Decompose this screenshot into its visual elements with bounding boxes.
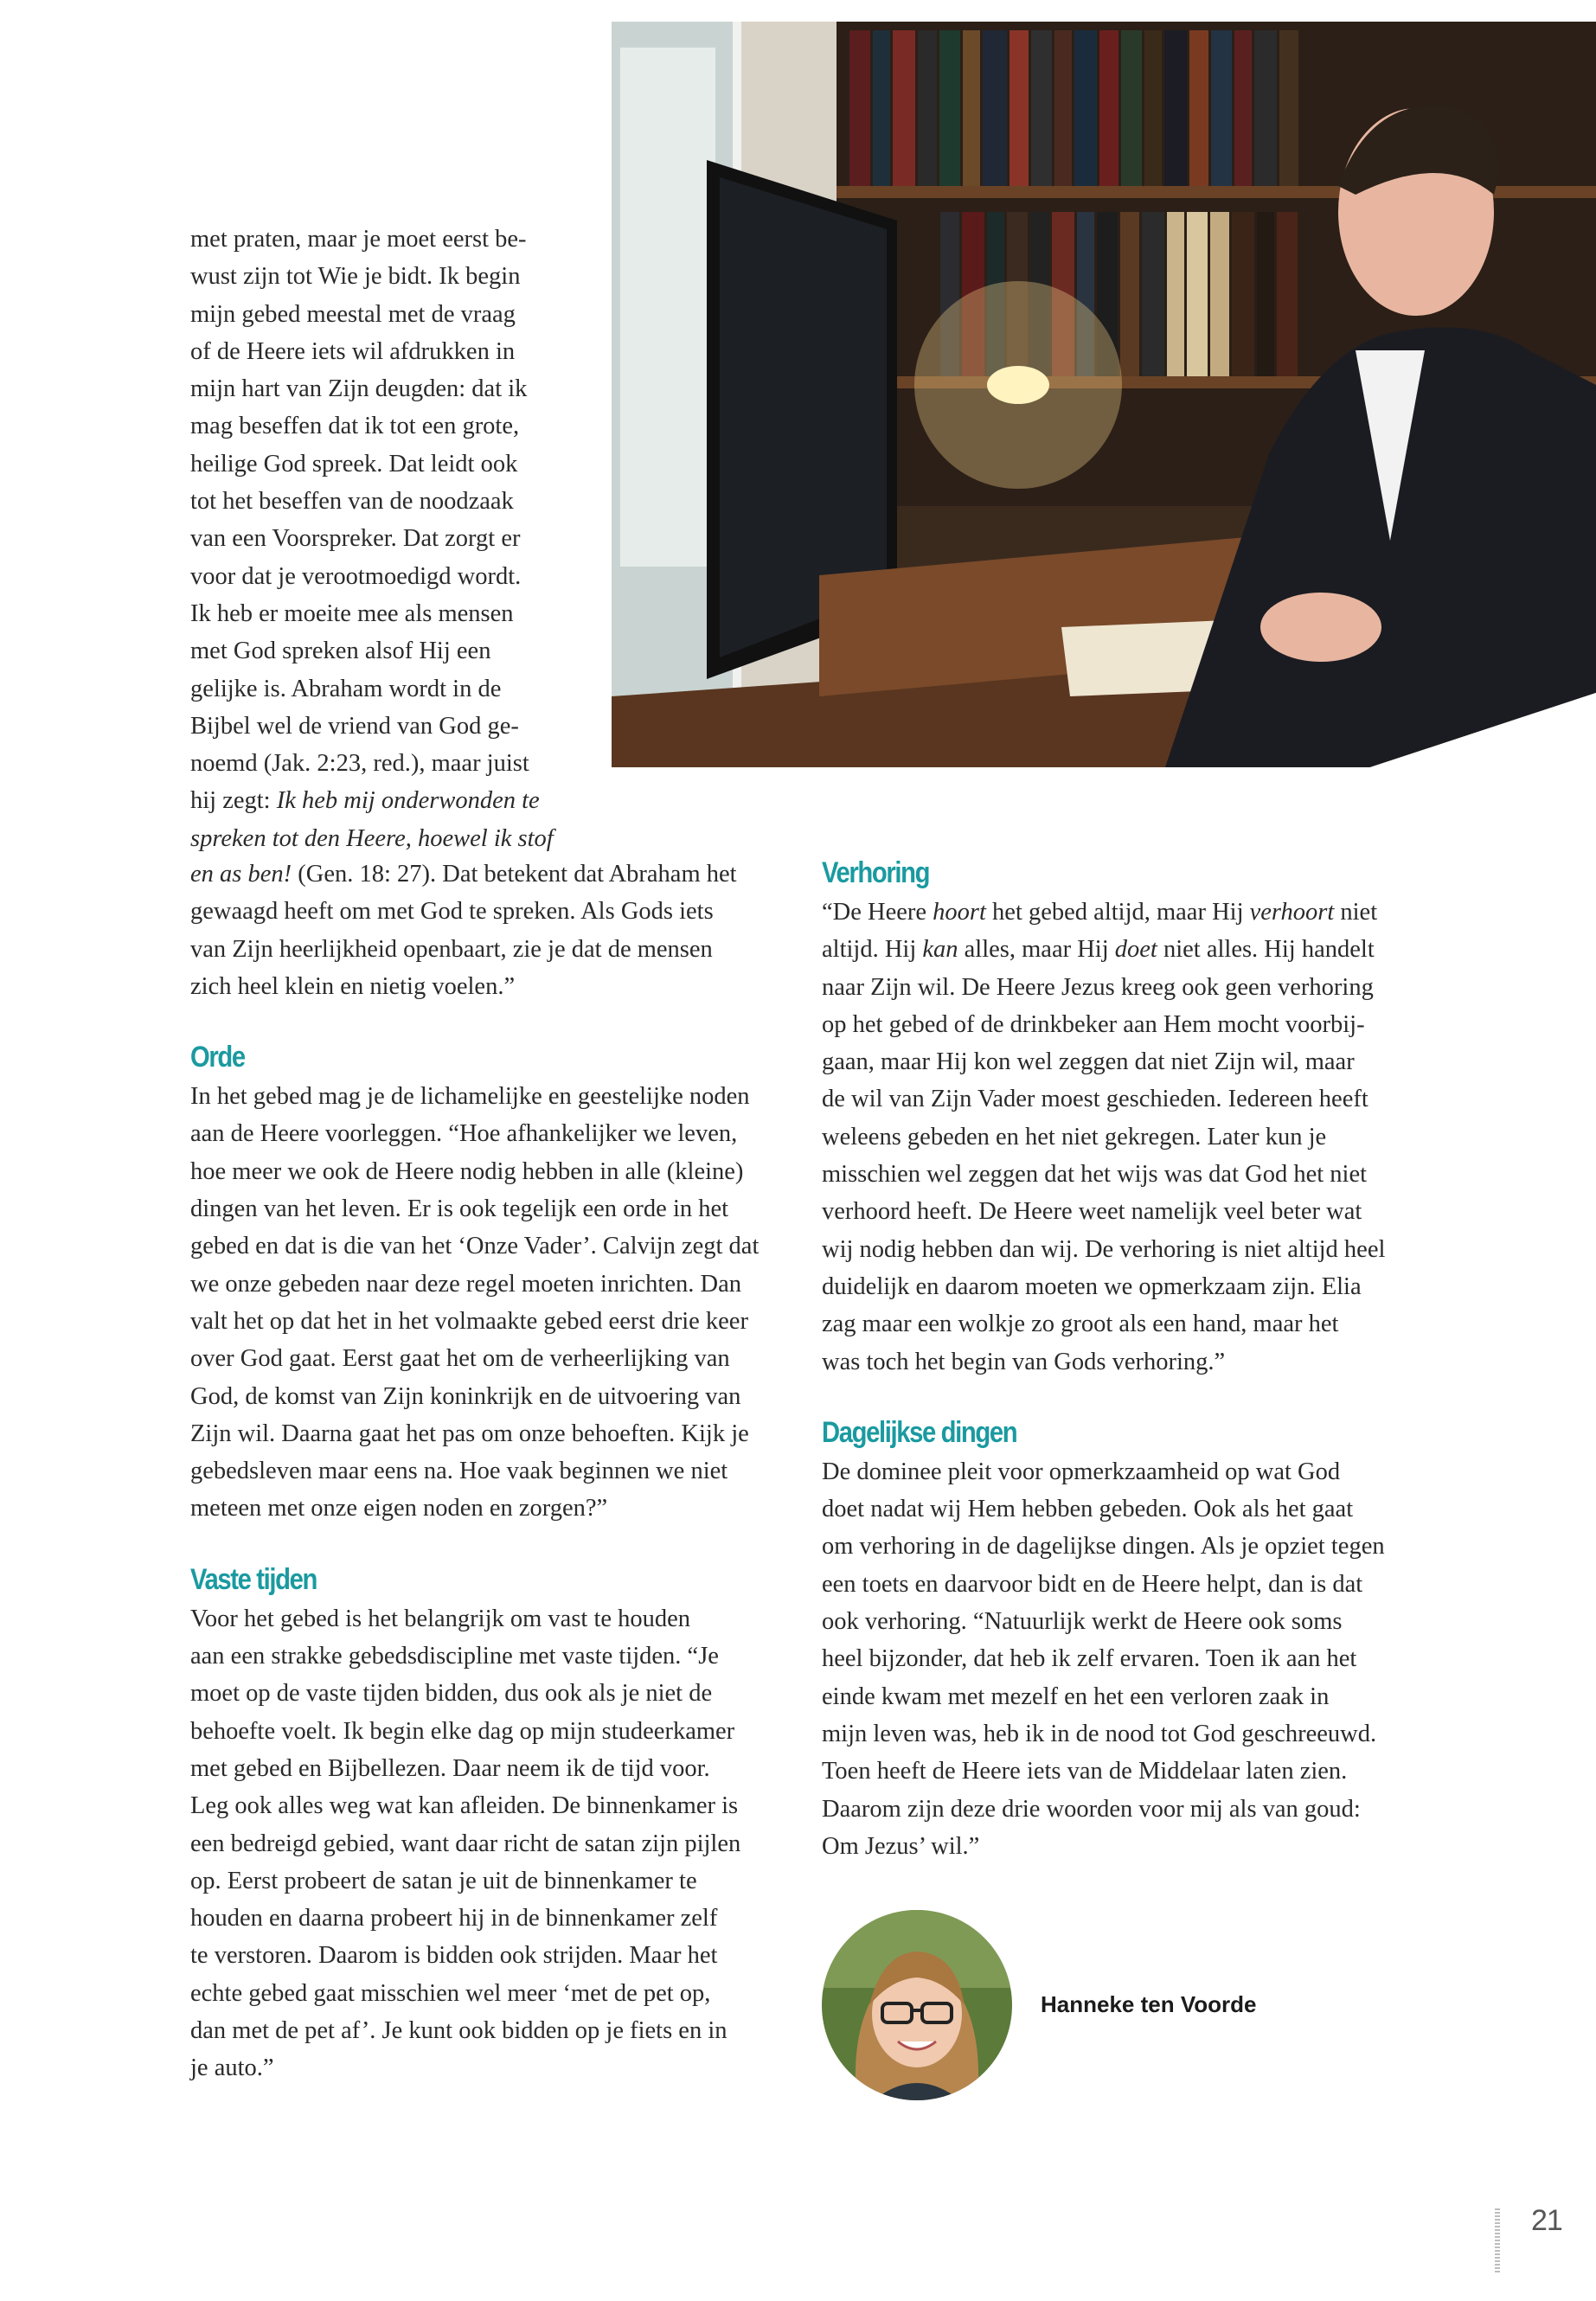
text-span: (Gen. 18: 27). Dat betekent dat Abraham het — [292, 861, 737, 888]
text-line: mag beseffen dat ik tot een grote, — [190, 413, 520, 440]
text-line: misschien wel zeggen dat het wijs was dat God het niet — [822, 1161, 1368, 1189]
photo-minister-at-desk-icon — [612, 22, 1596, 767]
text-line: of de Heere iets wil afdrukken in — [190, 337, 516, 365]
text-line: naar Zijn wil. De Heere Jezus kreeg ook geen verhoring — [822, 973, 1374, 1001]
text-line: tot het beseffen van de noodzaak — [190, 488, 514, 516]
text-span: niet — [1334, 899, 1378, 926]
text-line: op het gebed of de drinkbeker aan Hem mocht voorbij- — [822, 1010, 1365, 1038]
avatar — [822, 1910, 1012, 2100]
text-line: gewaagd heeft om met God te spreken. Als Gods iets — [190, 898, 714, 926]
text-line: Om Jezus’ wil.” — [822, 1832, 980, 1860]
text-line: van Zijn heerlijkheid openbaart, zie je dat de mensen — [190, 935, 713, 963]
text-line: gelijke is. Abraham wordt in de — [190, 675, 502, 702]
text-line: gebedsleven maar eens na. Hoe vaak beginnen we niet — [190, 1458, 728, 1485]
text-line: voor dat je verootmoedigd wordt. — [190, 562, 522, 590]
text-line: God, de komst van Zijn koninkrijk en de uitvoering van — [190, 1382, 741, 1410]
text-line: wust zijn tot Wie je bidt. Ik begin — [190, 263, 521, 291]
text-line: met praten, maar je moet eerst be- — [190, 226, 527, 253]
text-line: om verhoring in de dagelijkse dingen. Als je opziet tegen — [822, 1533, 1385, 1561]
text-line: Daarom zijn deze drie woorden voor mij als van goud: — [822, 1795, 1361, 1823]
text-line: van een Voorspreker. Dat zorgt er — [190, 525, 521, 553]
section-heading-orde: Orde — [190, 1041, 245, 1074]
text-line: hoe meer we ook de Heere nodig hebben in alle (kleine) — [190, 1157, 744, 1185]
text-line: te verstoren. Daarom is bidden ook strijden. Maar het — [190, 1942, 718, 1970]
text-span: altijd. Hij — [822, 936, 923, 964]
text-span: niet alles. Hij handelt — [1157, 936, 1375, 964]
text-line: zag maar een wolkje zo groot als een hand, maar het — [822, 1311, 1339, 1338]
text-line: met gebed en Bijbellezen. Daar neem ik de tijd voor. — [190, 1754, 710, 1782]
text-line: mijn gebed meestal met de vraag — [190, 300, 516, 328]
text-line: op. Eerst probeert de satan je uit de binnenkamer te — [190, 1867, 697, 1894]
text-line: mijn hart van Zijn deugden: dat ik — [190, 375, 528, 403]
text-span: hij zegt: — [190, 787, 277, 815]
text-line: meteen met onze eigen noden en zorgen?” — [190, 1495, 608, 1522]
page-number: 21 — [1531, 2204, 1562, 2237]
text-line: je auto.” — [190, 2054, 274, 2082]
text-span: “De Heere — [822, 899, 933, 926]
text-line: heel bijzonder, dat heb ik zelf ervaren. Toen ik aan het — [822, 1645, 1357, 1673]
text-line: dan met de pet af’. Je kunt ook bidden op je fiets en in — [190, 2017, 727, 2045]
text-line: aan de Heere voorleggen. “Hoe afhankelijker we leven, — [190, 1120, 738, 1148]
text-line: weleens gebeden en het niet gekregen. Later kun je — [822, 1123, 1327, 1150]
text-line — [190, 782, 580, 819]
page-number-rule — [1495, 2208, 1500, 2273]
text-line — [190, 856, 796, 893]
text-line: een bedreigd gebied, want daar richt de satan zijn pijlen — [190, 1830, 741, 1857]
text-line: Ik heb er moeite mee als mensen — [190, 599, 514, 627]
author-portrait-icon — [822, 1910, 1012, 2100]
text-line — [190, 820, 580, 857]
text-line: Leg ook alles weg wat kan afleiden. De binnenkamer is — [190, 1792, 739, 1820]
text-line: verhoord heeft. De Heere weet namelijk veel beter wat — [822, 1198, 1362, 1226]
text-line: ook verhoring. “Natuurlijk werkt de Heere ook soms — [822, 1608, 1343, 1636]
text-line: aan een strakke gebedsdiscipline met vaste tijden. “Je — [190, 1643, 719, 1670]
text-line: In het gebed mag je de lichamelijke en geestelijke noden — [190, 1083, 750, 1111]
section-heading-vaste-tijden: Vaste tijden — [190, 1562, 317, 1596]
text-line: een toets en daarvoor bidt en de Heere helpt, dan is dat — [822, 1570, 1363, 1598]
text-line: valt het op dat het in het volmaakte gebed eerst drie keer — [190, 1307, 748, 1335]
text-line: gebed en dat is die van het ‘Onze Vader’. Calvijn zegt dat — [190, 1233, 760, 1260]
text-line: einde kwam met mezelf en het een verloren zaak in — [822, 1682, 1330, 1710]
text-span: het gebed altijd, maar Hij — [985, 899, 1250, 926]
quote-italic: Ik heb mij onderwonden te — [276, 787, 540, 815]
text-line: Toen heeft de Heere iets van de Middelaar laten zien. — [822, 1758, 1348, 1785]
article-intro-column — [190, 221, 580, 857]
section-heading-verhoring: Verhoring — [822, 856, 930, 889]
text-line: De dominee pleit voor opmerkzaamheid op wat God — [822, 1458, 1341, 1485]
text-line: doet nadat wij Hem hebben gebeden. Ook als het gaat — [822, 1496, 1354, 1523]
emphasis: verhoort — [1249, 899, 1335, 926]
text-line: was toch het begin van Gods verhoring.” — [822, 1348, 1226, 1375]
quote-italic: en as ben! — [190, 861, 292, 888]
text-line: dingen van het leven. Er is ook tegelijk een orde in het — [190, 1195, 729, 1223]
article-left-column — [190, 856, 796, 2087]
text-line: duidelijk en daarom moeten we opmerkzaam zijn. Elia — [822, 1272, 1362, 1300]
text-line: met God spreken alsof Hij een — [190, 638, 491, 665]
text-line: wij nodig hebben dan wij. De verhoring is niet altijd heel — [822, 1235, 1386, 1263]
text-line: over God gaat. Eerst gaat het om de verheerlijking van — [190, 1345, 730, 1373]
text-line: Bijbel wel de vriend van God ge- — [190, 712, 519, 740]
author-name: Hanneke ten Voorde — [1041, 1991, 1257, 2017]
text-span: alles, maar Hij — [958, 936, 1115, 964]
text-line: mijn leven was, heb ik in de nood tot God geschreeuwd. — [822, 1720, 1377, 1747]
emphasis: kan — [922, 936, 958, 964]
emphasis: hoort — [933, 899, 986, 926]
text-line: moet op de vaste tijden bidden, dus ook als je niet de — [190, 1680, 713, 1708]
article-right-column — [822, 852, 1419, 1865]
text-line: heilige God spreek. Dat leidt ook — [190, 450, 518, 478]
text-line — [822, 894, 1419, 931]
text-line: behoefte voelt. Ik begin elke dag op mijn studeerkamer — [190, 1717, 735, 1745]
text-line: houden en daarna probeert hij in de binnenkamer zelf — [190, 1905, 718, 1932]
text-line: noemd (Jak. 2:23, red.), maar juist — [190, 750, 529, 778]
text-line: de wil van Zijn Vader moest geschieden. Iedereen heeft — [822, 1086, 1368, 1113]
section-heading-dagelijkse-dingen: Dagelijkse dingen — [822, 1415, 1017, 1449]
text-line — [822, 931, 1419, 968]
article-photo — [612, 22, 1596, 767]
text-line: zich heel klein en nietig voelen.” — [190, 972, 516, 1000]
text-line: gaan, maar Hij kon wel zeggen dat niet Zijn wil, maar — [822, 1048, 1355, 1076]
text-line: Voor het gebed is het belangrijk om vast te houden — [190, 1605, 691, 1632]
emphasis: doet — [1114, 936, 1157, 964]
text-line: Zijn wil. Daarna gaat het pas om onze behoeften. Kijk je — [190, 1420, 749, 1447]
author-credit — [822, 1910, 1427, 2100]
text-line: echte gebed gaat misschien wel meer ‘met de pet op, — [190, 1979, 711, 2007]
text-line: we onze gebeden naar deze regel moeten inrichten. Dan — [190, 1270, 741, 1298]
quote-italic: spreken tot den Heere, hoewel ik stof — [190, 824, 554, 852]
